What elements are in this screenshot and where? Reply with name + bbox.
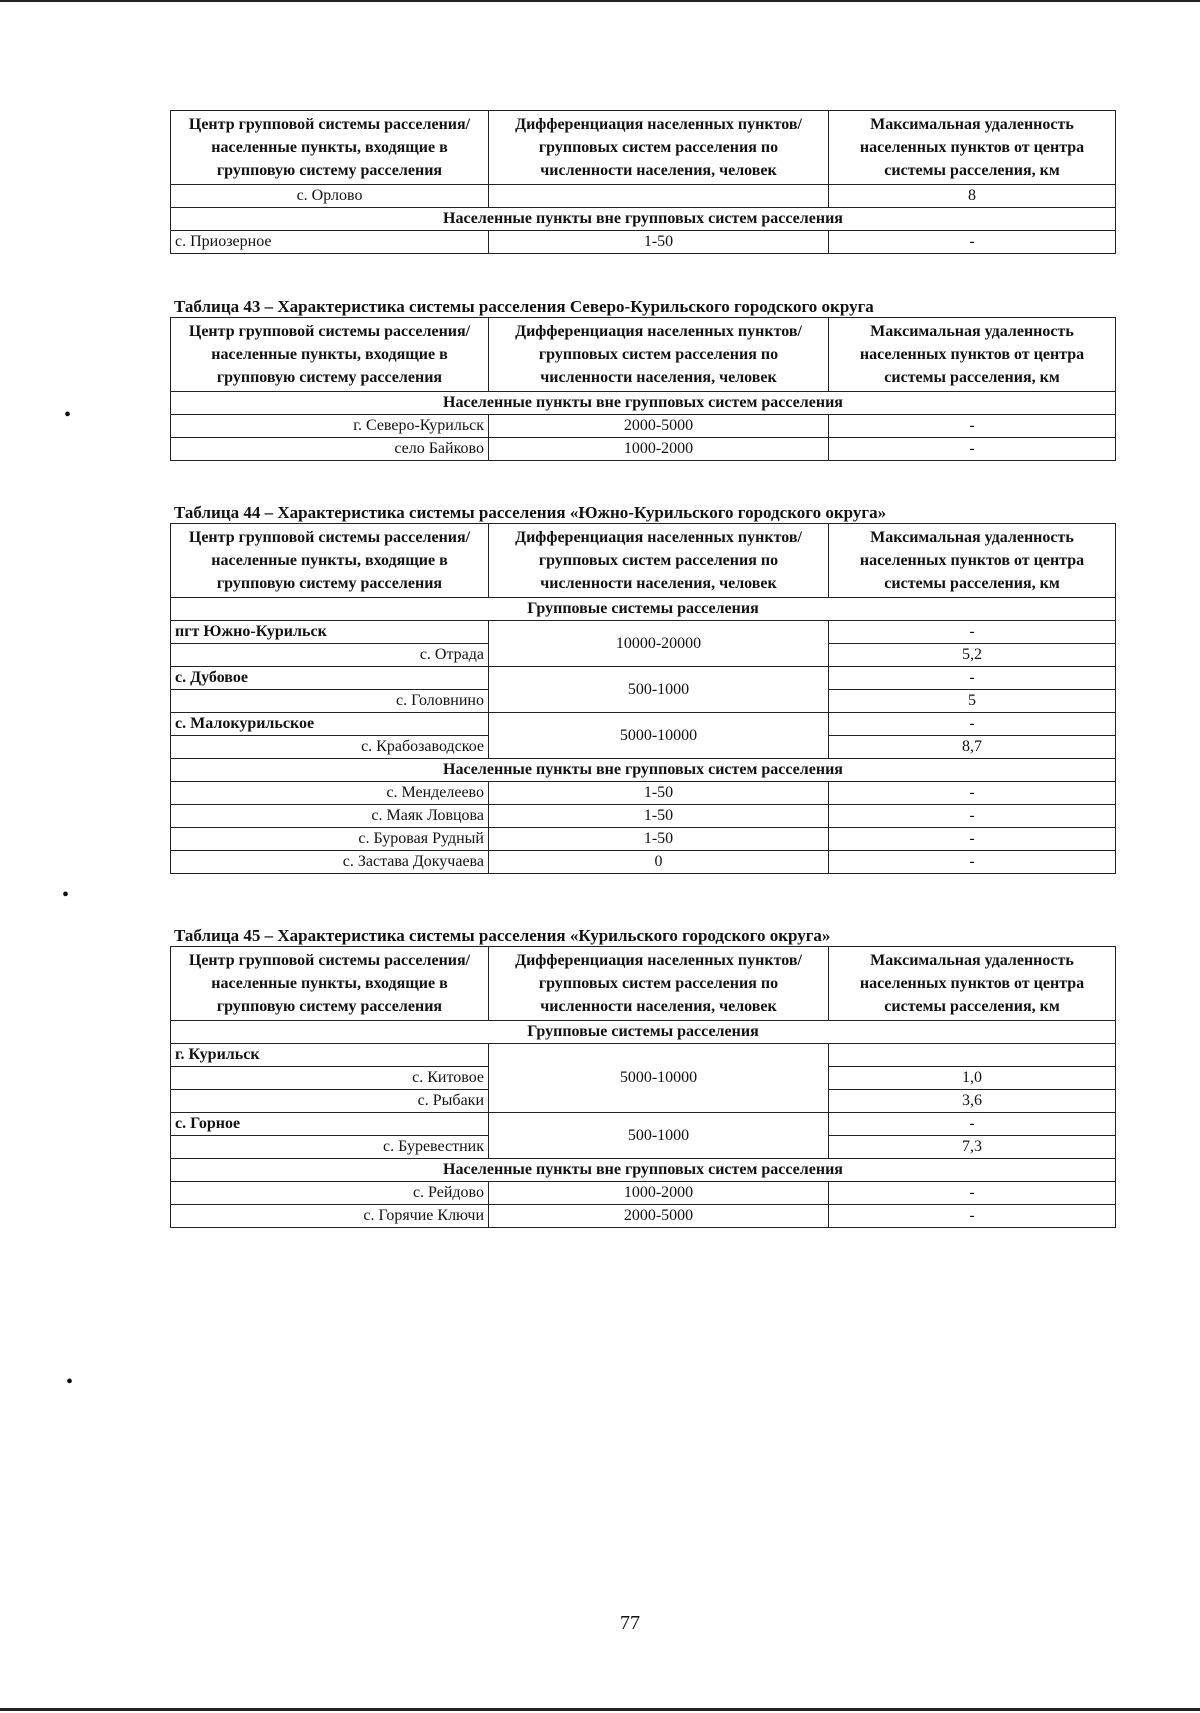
settlement-name: с. Маяк Ловцова xyxy=(171,805,489,828)
table-row xyxy=(171,415,1116,438)
header-col1: Центр групповой системы расселения/населенные пункты, входящие в групповую систему расселения xyxy=(171,318,489,392)
section-row xyxy=(171,392,1116,415)
table-header-row xyxy=(171,111,1116,185)
max-distance: - xyxy=(829,1182,1116,1205)
center-distance: - xyxy=(829,713,1116,736)
member-distance: 8,7 xyxy=(829,736,1116,759)
member-name: с. Отрада xyxy=(171,644,489,667)
section-group-title: Групповые системы расселения xyxy=(171,598,1116,621)
member-name: с. Головнино xyxy=(171,690,489,713)
population-range: 2000-5000 xyxy=(489,1205,829,1228)
max-distance: - xyxy=(829,851,1116,874)
settlement-name: с. Менделеево xyxy=(171,782,489,805)
max-distance: - xyxy=(829,782,1116,805)
member-distance: 3,6 xyxy=(829,1090,1116,1113)
population-range: 1-50 xyxy=(489,782,829,805)
header-col2: Дифференциация населенных пунктов/групповых систем расселения по численности населения, человек xyxy=(489,947,829,1021)
population-range: 2000-5000 xyxy=(489,415,829,438)
section-row xyxy=(171,598,1116,621)
max-distance: - xyxy=(829,1205,1116,1228)
header-col3: Максимальная удаленность населенных пунктов от центра системы расселения, км xyxy=(829,947,1116,1021)
margin-mark: • xyxy=(66,1371,74,1393)
header-col3: Максимальная удаленность населенных пунктов от центра системы расселения, км xyxy=(829,318,1116,392)
population-range: 1-50 xyxy=(489,805,829,828)
settlement-name: с. Буровая Рудный xyxy=(171,828,489,851)
table-row xyxy=(171,805,1116,828)
settlement-name: с. Застава Докучаева xyxy=(171,851,489,874)
group-center-name: с. Малокурильское xyxy=(171,713,489,736)
population-range: 1-50 xyxy=(489,231,829,254)
header-col2: Дифференциация населенных пунктов/групповых систем расселения по численности населения, человек xyxy=(489,524,829,598)
population-range: 1000-2000 xyxy=(489,438,829,461)
table-row xyxy=(171,782,1116,805)
page-top-border xyxy=(0,0,1200,2)
table45-block xyxy=(170,926,1115,1228)
settlement-name: г. Северо-Курильск xyxy=(171,415,489,438)
member-name: с. Рыбаки xyxy=(171,1090,489,1113)
table45 xyxy=(170,946,1116,1228)
member-name: с. Китовое xyxy=(171,1067,489,1090)
center-distance xyxy=(829,1044,1116,1067)
center-distance: - xyxy=(829,667,1116,690)
group-center-row xyxy=(171,1044,1116,1067)
settlement-name: с. Приозерное xyxy=(171,231,489,254)
table-row xyxy=(171,1205,1116,1228)
table-row xyxy=(171,438,1116,461)
max-distance: - xyxy=(829,231,1116,254)
group-center-name: г. Курильск xyxy=(171,1044,489,1067)
section-outside-title: Населенные пункты вне групповых систем расселения xyxy=(171,1159,1116,1182)
population-range: 0 xyxy=(489,851,829,874)
section-outside-title: Населенные пункты вне групповых систем расселения xyxy=(171,392,1116,415)
margin-mark: • xyxy=(62,884,70,906)
group-population-range: 500-1000 xyxy=(489,1113,829,1159)
header-col1: Центр групповой системы расселения/населенные пункты, входящие в групповую систему расселения xyxy=(171,947,489,1021)
settlement-name: село Байково xyxy=(171,438,489,461)
group-population-range: 5000-10000 xyxy=(489,1044,829,1113)
group-population-range: 5000-10000 xyxy=(489,713,829,759)
member-name: с. Буревестник xyxy=(171,1136,489,1159)
population-range: 1000-2000 xyxy=(489,1182,829,1205)
page-number: 77 xyxy=(620,1612,640,1634)
header-col1: Центр групповой системы расселения/населенные пункты, входящие в групповую систему расселения xyxy=(171,524,489,598)
table-row xyxy=(171,231,1116,254)
center-distance: - xyxy=(829,1113,1116,1136)
table44-caption: Таблица 44 – Характеристика системы расселения «Южно-Курильского городского округа» xyxy=(174,503,887,522)
group-population-range: 10000-20000 xyxy=(489,621,829,667)
table43-block xyxy=(170,297,1115,461)
table43 xyxy=(170,317,1116,461)
population-range: 1-50 xyxy=(489,828,829,851)
table44 xyxy=(170,523,1116,874)
max-distance: - xyxy=(829,438,1116,461)
member-distance: 7,3 xyxy=(829,1136,1116,1159)
table43-caption: Таблица 43 – Характеристика системы расселения Северо-Курильского городского округа xyxy=(174,297,874,316)
member-distance: 1,0 xyxy=(829,1067,1116,1090)
section-row xyxy=(171,208,1116,231)
group-center-name: с. Дубовое xyxy=(171,667,489,690)
header-col2: Дифференциация населенных пунктов/групповых систем расселения по численности населения, человек xyxy=(489,111,829,185)
section-outside-title: Населенные пункты вне групповых систем расселения xyxy=(171,759,1116,782)
group-center-name: пгт Южно-Курильск xyxy=(171,621,489,644)
group-population-range: 500-1000 xyxy=(489,667,829,713)
header-col3: Максимальная удаленность населенных пунктов от центра системы расселения, км xyxy=(829,524,1116,598)
table45-caption: Таблица 45 – Характеристика системы расселения «Курильского городского округа» xyxy=(174,926,831,945)
section-outside-title: Населенные пункты вне групповых систем расселения xyxy=(171,208,1116,231)
settlement-name: с. Орлово xyxy=(171,185,489,208)
group-center-row xyxy=(171,667,1116,690)
header-col2: Дифференциация населенных пунктов/групповых систем расселения по численности населения, человек xyxy=(489,318,829,392)
group-center-row xyxy=(171,1113,1116,1136)
max-distance: - xyxy=(829,415,1116,438)
header-col3: Максимальная удаленность населенных пунктов от центра системы расселения, км xyxy=(829,111,1116,185)
member-name: с. Крабозаводское xyxy=(171,736,489,759)
header-col1: Центр групповой системы расселения/населенные пункты, входящие в групповую систему расселения xyxy=(171,111,489,185)
max-distance: 8 xyxy=(829,185,1116,208)
table-row xyxy=(171,851,1116,874)
settlement-name: с. Горячие Ключи xyxy=(171,1205,489,1228)
group-center-name: с. Горное xyxy=(171,1113,489,1136)
table-row xyxy=(171,185,1116,208)
section-row xyxy=(171,1021,1116,1044)
section-row xyxy=(171,759,1116,782)
page-bottom-border xyxy=(0,1708,1200,1711)
section-row xyxy=(171,1159,1116,1182)
table-header-row xyxy=(171,524,1116,598)
group-center-row xyxy=(171,713,1116,736)
margin-mark: • xyxy=(64,404,72,426)
table-row xyxy=(171,828,1116,851)
population-range xyxy=(489,185,829,208)
table-prev-block xyxy=(170,110,1115,254)
center-distance: - xyxy=(829,621,1116,644)
table44-block xyxy=(170,503,1115,874)
member-distance: 5 xyxy=(829,690,1116,713)
max-distance: - xyxy=(829,805,1116,828)
table-prev xyxy=(170,110,1116,254)
table-row xyxy=(171,1182,1116,1205)
member-distance: 5,2 xyxy=(829,644,1116,667)
max-distance: - xyxy=(829,828,1116,851)
settlement-name: с. Рейдово xyxy=(171,1182,489,1205)
table-header-row xyxy=(171,947,1116,1021)
table-header-row xyxy=(171,318,1116,392)
group-center-row xyxy=(171,621,1116,644)
section-group-title: Групповые системы расселения xyxy=(171,1021,1116,1044)
